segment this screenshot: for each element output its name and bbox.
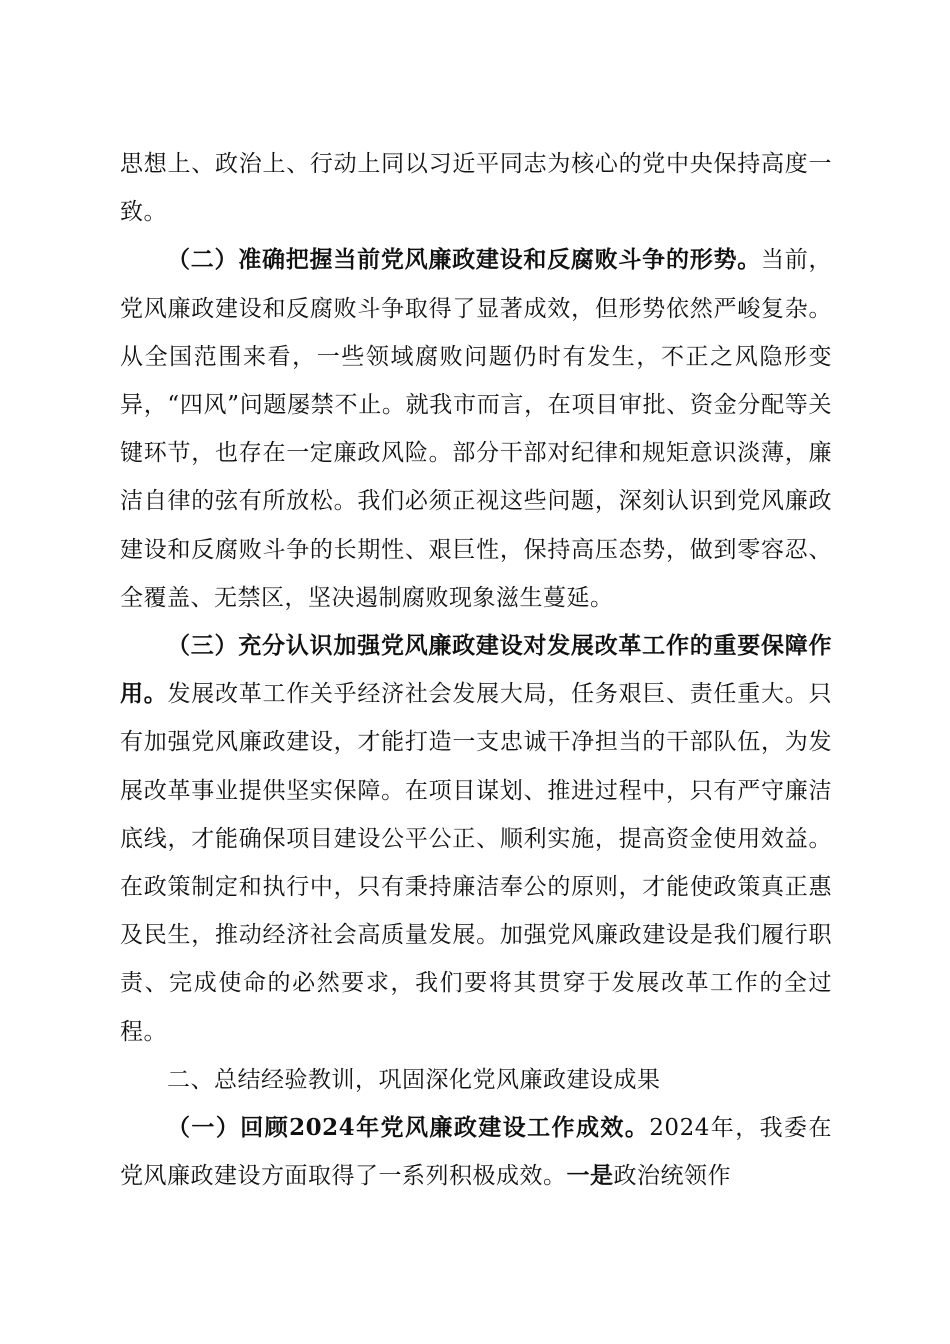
subsection-heading-3: （三）充分认识加强党风廉政建设对发展改革工作的重要保障作用。 [120, 632, 832, 708]
paragraph-review-body-tail: 政治统领作 [613, 1163, 731, 1190]
paragraph-review-body: 2024年，我委在党风廉政建设方面取得了一系列积极成效。 [120, 1115, 832, 1190]
paragraph-guarantee-body: 发展改革工作关乎经济社会发展大局，任务艰巨、责任重大。只有加强党风廉政建设，才能打造一支忠诚干净担当的干部队伍，为发展改革事业提供坚实保障。在项目谋划、推进过程中，只有严守廉洁底线，才能确保项目建设公平公正、顺利实施，提高资金使用效益。在政策制定和执行中，只有秉持廉洁奉公的原则，才能使政策真正惠及民生，推动经济社会高质量发展。加强党风廉政建设是我们履行职责、完成使命的必然要求，我们要将其贯穿于发展改革工作的全过程。 [120, 681, 833, 1045]
paragraph-continuation: 思想上、政治上、行动上同以习近平同志为核心的党中央保持高度一致。 [120, 151, 832, 226]
inline-bold-marker: 一是 [566, 1162, 614, 1190]
document-body [120, 140, 832, 1200]
paragraph-situation-body: 当前，党风廉政建设和反腐败斗争取得了显著成效，但形势依然严峻复杂。从全国范围来看，一些领域腐败问题仍时有发生，不正之风隐形变异，“四风”问题屡禁不止。就我市而言，在项目审批、资金分配等关键环节，也存在一定廉政风险。部分干部对纪律和规矩意识淡薄，廉洁自律的弦有所放松。我们必须正视这些问题，深刻认识到党风廉政建设和反腐败斗争的长期性、艰巨性，保持高压态势，做到零容忍、全覆盖、无禁区，坚决遏制腐败现象滋生蔓延。 [120, 247, 833, 611]
paragraph-situation [120, 236, 832, 622]
section-heading-2: 二、总结经验教训，巩固深化党风廉政建设成果 [167, 1066, 661, 1093]
subsection-heading-2: （二）准确把握当前党风廉政建设和反腐败斗争的形势。 [167, 246, 761, 274]
paragraph-guarantee [120, 622, 832, 1056]
paragraph-review [120, 1104, 832, 1200]
subsection-heading-1: （一）回顾2024年党风廉政建设工作成效。 [167, 1114, 650, 1142]
